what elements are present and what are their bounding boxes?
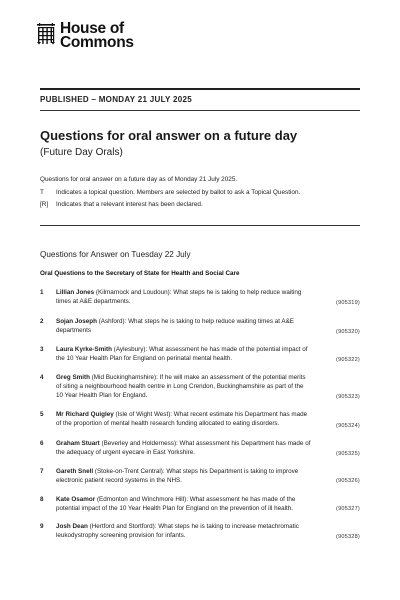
- divider: [40, 225, 360, 226]
- question-item: [40, 288, 360, 310]
- question-number: 4: [40, 374, 44, 381]
- house-of-commons-logo: [36, 22, 134, 50]
- legend-topical: [40, 189, 300, 196]
- question-text: (Edmonton and Winchmore Hill): What assessment he has made of the: [95, 496, 296, 503]
- question-text: (Mid Buckinghamshire): If he will make an assessment of the potential merits: [89, 374, 306, 381]
- member-name: Graham Stuart: [56, 440, 100, 447]
- question-text-line: departments: [56, 327, 92, 335]
- legend-text: Indicates a topical question. Members are selected by ballot to ask a Topical Question.: [56, 189, 301, 196]
- logo-line-2: Commons: [60, 34, 134, 51]
- question-reference: (905319): [336, 300, 360, 306]
- question-item: [40, 439, 360, 461]
- member-name: Greg Smith: [56, 374, 90, 381]
- published-date: PUBLISHED – MONDAY 21 JULY 2025: [40, 95, 193, 104]
- question-number: 3: [40, 346, 44, 353]
- question-text-line: the 10 Year Health Plan for England on perinatal mental health.: [56, 355, 233, 363]
- question-reference: (905323): [336, 394, 360, 400]
- legend-text: Indicates that a relevant interest has been declared.: [56, 201, 203, 208]
- question-item: [40, 317, 360, 339]
- member-name: Gareth Snell: [56, 468, 94, 475]
- member-name: Lillian Jones: [56, 289, 95, 296]
- question-reference: (905328): [336, 534, 360, 540]
- member-name: Sojan Joseph: [56, 318, 97, 325]
- question-number: 1: [40, 289, 44, 296]
- question-number: 5: [40, 411, 44, 418]
- question-text-line: potential impact of the 10 Year Health Plan for England on the prevention of ill health.: [56, 505, 293, 513]
- page-subtitle: (Future Day Orals): [40, 147, 123, 158]
- portcullis-icon: [36, 23, 56, 45]
- question-item: [40, 373, 360, 403]
- member-name: Laura Kyrke-Smith: [56, 346, 112, 353]
- question-reference: (905322): [336, 357, 360, 363]
- question-text-line: of the proportion of mental health research funding allocated to eating disorders.: [56, 420, 280, 428]
- question-item: [40, 522, 360, 544]
- question-text: (Stoke-on-Trent Central): What steps his Department is taking to improve: [93, 468, 299, 475]
- legend-key: T: [40, 189, 44, 196]
- section-heading: Questions for Answer on Tuesday 22 July: [40, 250, 191, 259]
- question-item: [40, 345, 360, 367]
- question-text: (Hertford and Stortford): What steps he is taking to increase metachromatic: [87, 523, 299, 530]
- question-item: [40, 467, 360, 489]
- question-text: (Beverley and Holderness): What assessment his Department has made of: [99, 440, 311, 447]
- legend-key: [R]: [40, 201, 49, 208]
- page-title: Questions for oral answer on a future day: [40, 128, 298, 143]
- department-heading: Oral Questions to the Secretary of State for Health and Social Care: [40, 270, 240, 277]
- question-number: 2: [40, 318, 44, 325]
- question-text-line: 10 Year Health Plan for England.: [56, 392, 148, 400]
- divider: [40, 110, 360, 111]
- question-text: (Kilmarnock and Loudoun): What steps he is taking to help reduce waiting: [94, 289, 302, 296]
- divider: [40, 88, 360, 90]
- question-text: (Ashford): What steps he is taking to help reduce waiting times at A&E: [96, 318, 295, 325]
- question-text: (Aylesbury): What assessment he has made of the potential impact of: [112, 346, 308, 353]
- question-text-line: electronic patient record systems in the NHS.: [56, 477, 182, 485]
- question-number: 6: [40, 440, 44, 447]
- question-item: [40, 410, 360, 432]
- member-name: Mr Richard Quigley: [56, 411, 114, 418]
- question-reference: (905320): [336, 329, 360, 335]
- question-text-line: leukodystrophy screening provision for infants.: [56, 532, 186, 540]
- question-number: 8: [40, 496, 44, 503]
- question-text-line: times at A&E departments.: [56, 298, 131, 306]
- question-number: 7: [40, 468, 44, 475]
- question-text-line: of siting a neighbourhood health centre in Long Crendon, Buckinghamshire as part of the: [56, 383, 304, 391]
- question-number: 9: [40, 523, 44, 530]
- logo-line-1: House of: [60, 20, 124, 37]
- intro-text: Questions for oral answer on a future day as of Monday 21 July 2025.: [40, 176, 238, 183]
- question-reference: (905324): [336, 423, 360, 429]
- question-item: [40, 495, 360, 517]
- question-text-line: the adequacy of urgent eyecare in East Yorkshire.: [56, 449, 195, 457]
- member-name: Kate Osamor: [56, 496, 96, 503]
- question-text: (Isle of Wight West): What recent estimate his Department has made: [113, 411, 308, 418]
- question-reference: (905326): [336, 478, 360, 484]
- legend-interest: [40, 201, 203, 208]
- question-reference: (905325): [336, 451, 360, 457]
- question-reference: (905327): [336, 506, 360, 512]
- member-name: Josh Dean: [56, 523, 88, 530]
